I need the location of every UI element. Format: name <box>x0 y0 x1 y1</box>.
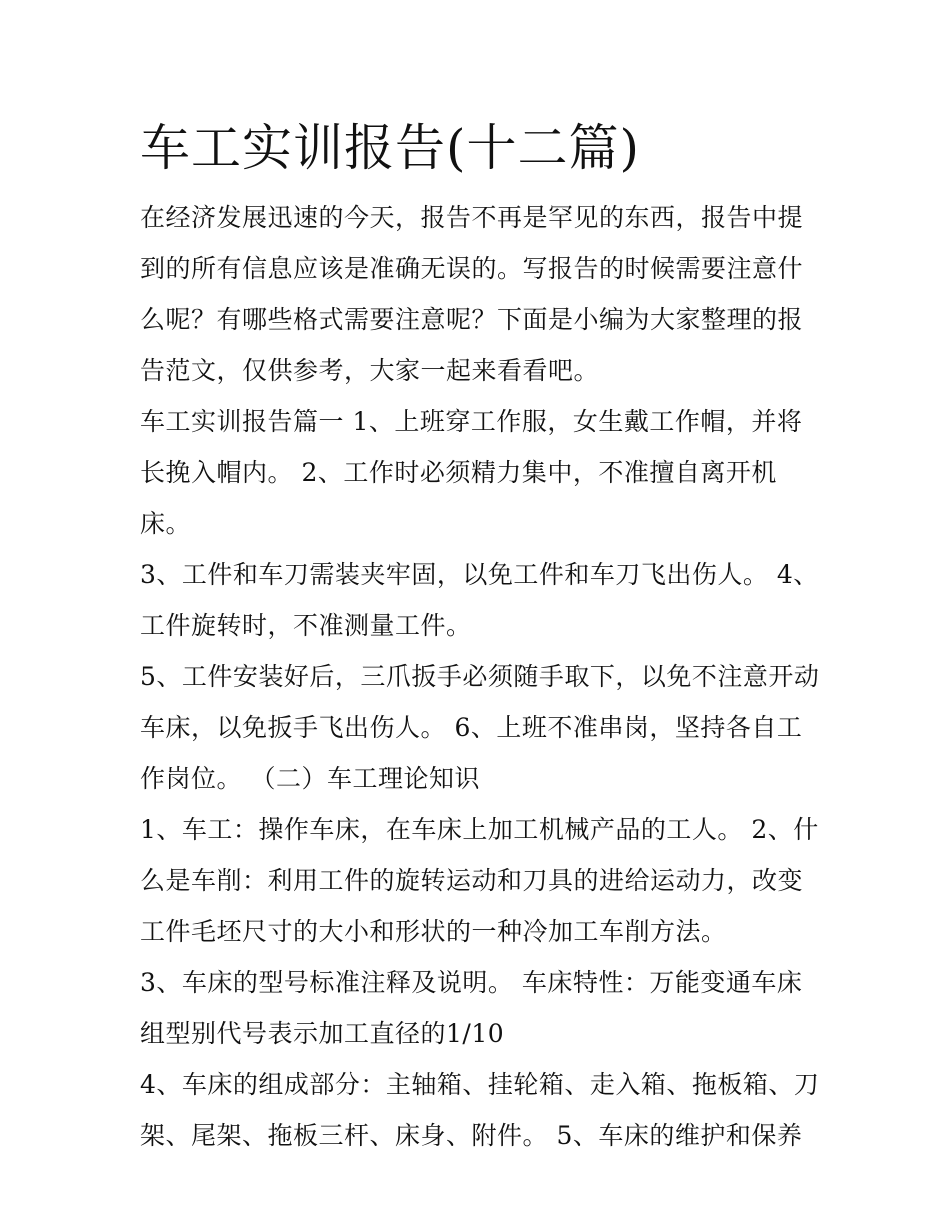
paragraph-safety-2: 3、工件和车刀需装夹牢固，以免工件和车刀飞出伤人。 4、工件旋转时，不准测量工件。 <box>140 560 819 640</box>
paragraph-theory-3: 4、车床的组成部分：主轴箱、挂轮箱、走入箱、拖板箱、刀架、尾架、拖板三杆、床身、附件。 5、车床的维护和保养 <box>140 1070 820 1150</box>
paragraph-intro: 在经济发展迅速的今天，报告不再是罕见的东西，报告中提到的所有信息应该是准确无误的。写报告的时候需要注意什么呢？有哪些格式需要注意呢？下面是小编为大家整理的报告范文，仅供参考，大家一起来看看吧。 <box>140 203 804 385</box>
paragraph-safety-3: 5、工件安装好后，三爪扳手必须随手取下，以免不注意开动车床，以免扳手飞出伤人。 6、上班不准串岗，坚持各自工作岗位。 （二）车工理论知识 <box>140 662 820 793</box>
document-title: 车工实训报告(十二篇) <box>140 119 641 177</box>
paragraph-safety-1: 车工实训报告篇一 1、上班穿工作服，女生戴工作帽，并将长挽入帽内。 2、工作时必须精力集中，不准擅自离开机床。 <box>140 407 803 538</box>
paragraph-theory-2: 3、车床的型号标准注释及说明。 车床特性：万能变通车床组型别代号表示加工直径的1/10 <box>140 968 803 1048</box>
document-page <box>140 112 820 1161</box>
paragraph-theory-1: 1、车工：操作车床，在车床上加工机械产品的工人。 2、什么是车削：利用工件的旋转运动和刀具的进给运动力，改变工件毛坯尺寸的大小和形状的一种冷加工车削方法。 <box>140 815 819 946</box>
